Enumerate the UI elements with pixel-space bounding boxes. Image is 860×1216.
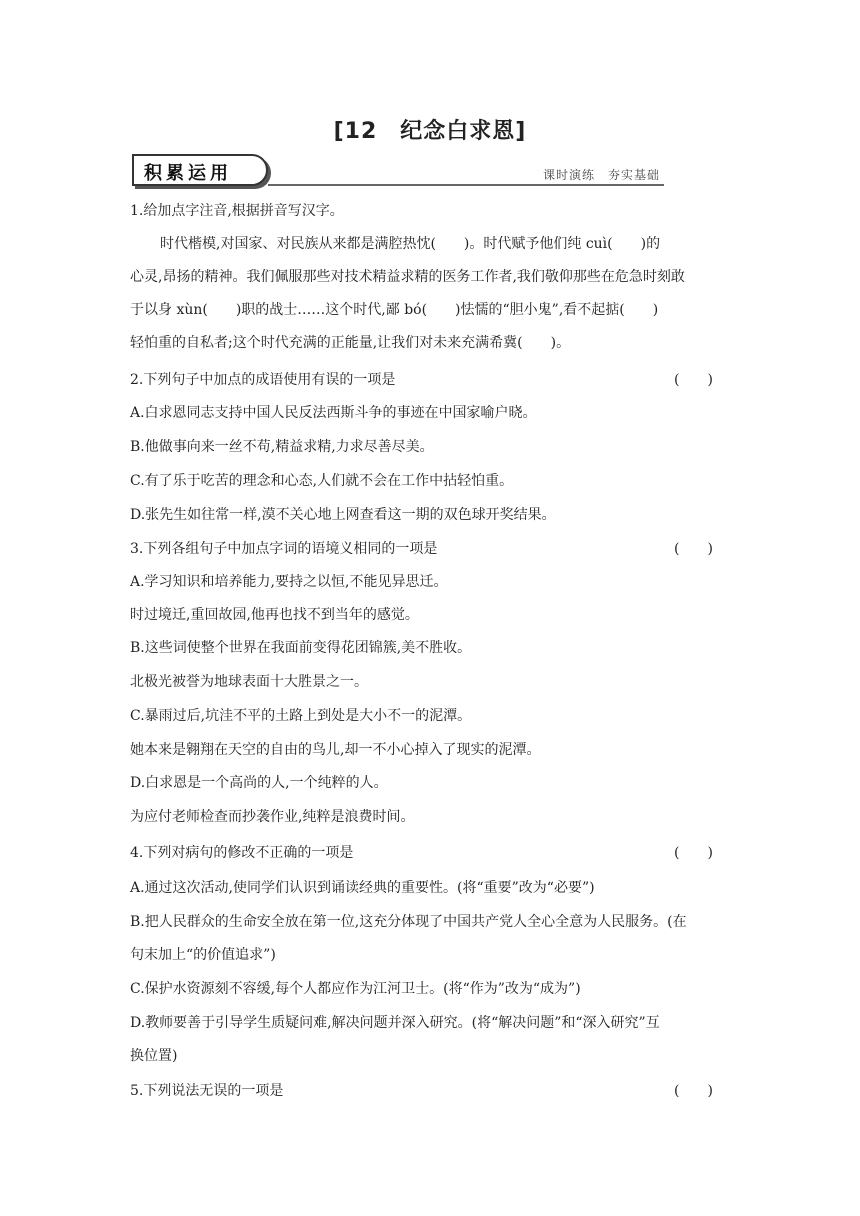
option-line: C.保护水资源刻不容缓,每个人都应作为江河卫士。(将“作为”改为“成为”) — [130, 981, 581, 997]
section-subtitle: 课时演练 夯实基础 — [542, 168, 660, 182]
lesson-title: [12 纪念白求恩] — [333, 119, 527, 144]
option-line: 换位置) — [130, 1048, 178, 1064]
question-1-prompt: 1.给加点字注音,根据拼音写汉字。 — [130, 203, 344, 219]
passage-line: 轻怕重的自私者;这个时代充满的正能量,让我们对未来充满希冀( )。 — [130, 335, 571, 351]
option-line: 她本来是翱翔在天空的自由的鸟儿,却一不小心掉入了现实的泥潭。 — [130, 742, 541, 758]
option-line: D.白求恩是一个高尚的人,一个纯粹的人。 — [130, 775, 388, 791]
answer-blank: ( ) — [674, 845, 713, 861]
option-line: B.他做事向来一丝不苟,精益求精,力求尽善尽美。 — [130, 439, 434, 455]
passage-line: 心灵,昂扬的精神。我们佩服那些对技术精益求精的医务工作者,我们敬仰那些在危急时刻敢 — [130, 269, 685, 285]
option-line: 为应付老师检查而抄袭作业,纯粹是浪费时间。 — [130, 809, 415, 825]
question-2-prompt: 2.下列句子中加点的成语使用有误的一项是 — [130, 372, 396, 388]
answer-blank: ( ) — [674, 1083, 713, 1099]
option-line: A.通过这次活动,使同学们认识到诵读经典的重要性。(将“重要”改为“必要”) — [130, 880, 595, 896]
section-tab-label: 积累运用 — [144, 163, 232, 184]
option-line: 北极光被誉为地球表面十大胜景之一。 — [130, 674, 368, 690]
banner-divider — [268, 184, 664, 186]
option-line: A.白求恩同志支持中国人民反法西斯斗争的事迹在中国家喻户晓。 — [130, 405, 537, 421]
option-line: B.这些词使整个世界在我面前变得花团锦簇,美不胜收。 — [130, 640, 472, 656]
answer-blank: ( ) — [674, 372, 713, 388]
question-5-prompt: 5.下列说法无误的一项是 — [130, 1083, 284, 1099]
option-line: 句末加上“的价值追求”) — [130, 947, 276, 963]
passage-line: 时代楷模,对国家、对民族从来都是满腔热忱( )。时代赋予他们纯 cuì( )的 — [160, 236, 661, 252]
answer-blank: ( ) — [674, 541, 713, 557]
option-line: D.教师要善于引导学生质疑问难,解决问题并深入研究。(将“解决问题”和“深入研究”互 — [130, 1015, 660, 1031]
section-banner — [132, 154, 664, 190]
question-3-prompt: 3.下列各组句子中加点字词的语境义相同的一项是 — [130, 541, 438, 557]
question-4-prompt: 4.下列对病句的修改不正确的一项是 — [130, 845, 354, 861]
option-line: 时过境迁,重回故园,他再也找不到当年的感觉。 — [130, 607, 419, 623]
option-line: A.学习知识和培养能力,要持之以恒,不能见异思迁。 — [130, 574, 448, 590]
passage-line: 于以身 xùn( )职的战士……这个时代,鄙 bó( )怯懦的“胆小鬼”,看不起掂( ) — [130, 302, 659, 318]
option-line: D.张先生如往常一样,漠不关心地上网查看这一期的双色球开奖结果。 — [130, 507, 556, 523]
option-line: C.有了乐于吃苦的理念和心态,人们就不会在工作中拈轻怕重。 — [130, 473, 514, 489]
section-tab — [132, 154, 268, 186]
option-line: C.暴雨过后,坑洼不平的土路上到处是大小不一的泥潭。 — [130, 708, 472, 724]
option-line: B.把人民群众的生命安全放在第一位,这充分体现了中国共产党人全心全意为人民服务。(在 — [130, 914, 687, 930]
